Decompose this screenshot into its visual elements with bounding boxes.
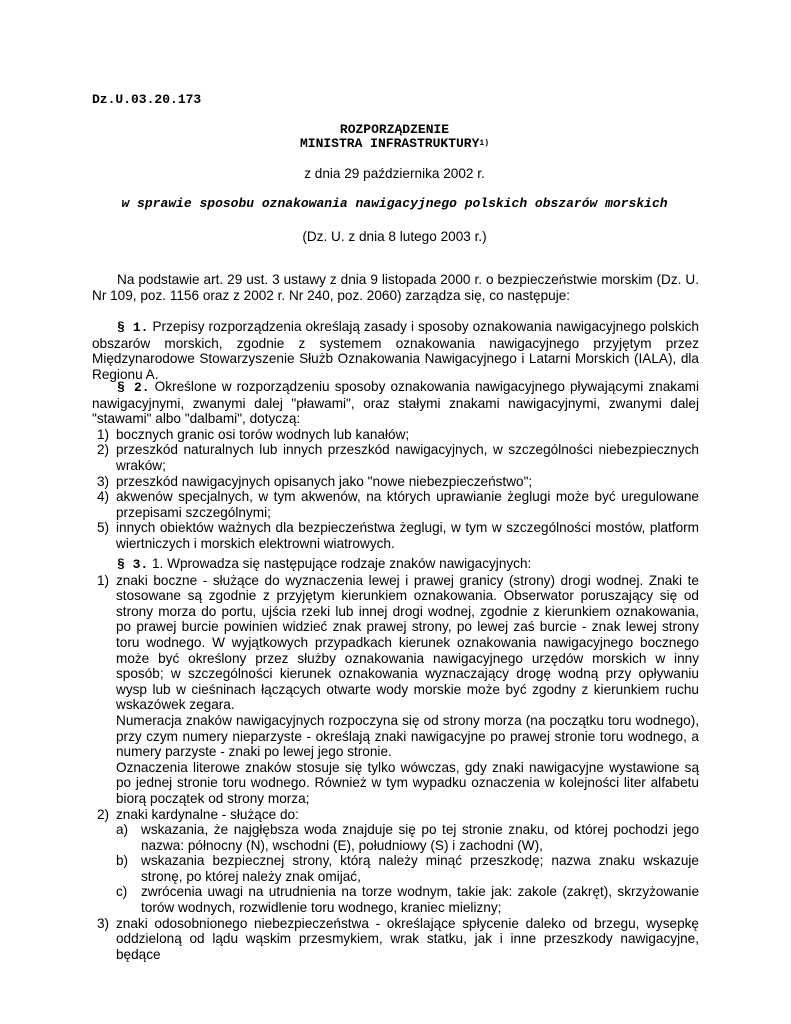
document-title-line1: ROZPORZĄDZENIE [339,122,450,137]
item-number: 3) [97,915,110,931]
subitem-letter: c) [116,884,128,900]
document-subject: w sprawie sposobu oznakowania nawigacyjnego polskich obszarów morskich [121,196,668,211]
section-2 [92,379,699,552]
item-text: bocznych granic osi torów wodnych lub kanałów; [116,426,410,442]
section-3-item-2-subitems [92,822,699,916]
section-2-item-3 [92,474,699,490]
section-3 [92,556,699,962]
section-3-item-3 [92,916,699,963]
section-2-paragraph [92,379,699,427]
item-number: 4) [97,489,110,505]
section-1-mark: § 1. [117,320,149,335]
section-3-item-1-letters: Oznaczenia literowe znaków stosuje się tylko wówczas, gdy znaki nawigacyjne wystawione są po jednej stronie toru wodnego. Również w tym wypadku oznaczenia w kolejności liter alfabetu biorą początek od strony morza; [116,759,699,806]
section-3-item-1 [92,573,699,713]
journal-reference: Dz.U.03.20.173 [92,92,202,107]
item-number: 3) [97,473,110,489]
section-1 [92,319,699,382]
section-2-mark: § 2. [117,380,150,395]
subitem-letter: b) [116,853,129,869]
section-2-item-2 [92,442,699,473]
item-text: znaki odosobnionego niebezpieczeństwa - określające spłycenie daleko od brzegu, wysepkę oddzieloną od lądu wąskim przesmykiem, wrak statku, jak i inne przeszkody nawigacyjne, będące [116,915,699,962]
subitem-text: zwrócenia uwagi na utrudnienia na torze wodnym, takie jak: zakole (zakręt), skrzyżowanie torów wodnych, rozwidlenie toru wodnego, kraniec mielizny; [141,884,699,916]
item-text: znaki boczne - służące do wyznaczenia lewej i prawej granicy (strony) drogi wodnej. Znaki te stosowane są zgodnie z przyjętym kierunkiem oznakowania. Obserwator poruszający się od strony morza do portu, ujścia rzeki lub innej drogi wodnej, zgodnie z kierunkiem oznakowania, po prawej burcie powinien widzieć znak prawej strony, po lewej zaś burcie - znak lewej strony toru wodnego. W wyjątkowych przypadkach kierunek oznakowania nawigacyjnego bocznego może być określony przez służby oznakowania nawigacyjnego urzędów morskich w inny sposób; w szczególności kierunek oznakowania wyznaczający drogę wodną przy opływaniu wysp lub w cieśninach łączących otwarte wody morskie może być zgodny z kierunkiem ruchu wskazówek zegara. [116,572,699,713]
item-number: 5) [97,520,110,536]
item-number: 1) [97,426,110,442]
subitem-letter: a) [116,822,129,838]
intro-text: Na podstawie art. 29 ust. 3 ustawy z dnia 9 listopada 2000 r. o bezpieczeństwie morskim (Dz. U. Nr 109, poz. 1156 oraz z 2002 r. Nr 240, poz. 2060) zarządza się, co następuje: [92,272,699,303]
section-1-text: Przepisy rozporządzenia określają zasady i sposoby oznakowania nawigacyjnego polskich obszarów morskich, zgodnie z systemem oznakowania nawigacyjnego przyjętym przez Międzynarodowe Stowarzyszenie Służb Oznakowania Nawigacyjnego i Latarni Morskich (IALA), dla Regionu A. [92,319,699,382]
publication-date: (Dz. U. z dnia 8 lutego 2003 r.) [302,229,487,244]
subitem-c [116,884,699,915]
item-number: 2) [97,442,110,458]
subitem-b [116,853,699,884]
document-date: z dnia 29 października 2002 r. [304,166,485,181]
section-3-paragraph [92,556,699,573]
section-2-item-4 [92,489,699,520]
item-number: 2) [97,806,110,822]
section-3-item-2 [92,807,699,823]
section-3-mark: § 3. [117,557,149,572]
footnote-mark[interactable]: 1) [479,139,490,148]
section-2-item-1 [92,427,699,443]
item-text: przeszkód nawigacyjnych opisanych jako "nowe niebezpieczeństwo"; [116,473,533,489]
document-title-line2-text: MINISTRA INFRASTRUKTURY [299,136,480,151]
subitem-text: wskazania, że najgłębsza woda znajduje się po tej stronie znaku, od której pochodzi jego nazwa: północny (N), wschodni (E), południowy (S) i zachodni (W), [141,822,699,853]
subitem-text: wskazania bezpiecznej strony, którą należy minąć przeszkodę; nazwa znaku wskazuje stronę, po której należy znak omijać, [141,853,699,884]
section-2-item-5 [92,520,699,551]
section-3-item-1-numbering: Numeracja znaków nawigacyjnych rozpoczyna się od strony morza (na początku toru wodnego), przy czym numery nieparzyste - określają znaki nawigacyjne po prawej stronie toru wodnego, a numery parzyste - znaki po lewej jego stronie. [116,712,699,760]
subitem-a [116,822,699,853]
section-2-text: Określone w rozporządzeniu sposoby oznakowania nawigacyjnego pływającymi znakami nawigacyjnymi, zwanymi dalej "pławami", oraz stałymi znakami nawigacyjnymi, zwanymi dalej "stawami" albo "dalbami", dotyczą: [92,379,699,427]
document-title-line2 [92,136,697,153]
section-3-text: 1. Wprowadza się następujące rodzaje znaków nawigacyjnych: [152,556,532,571]
section-1-paragraph [92,319,699,382]
item-text: innych obiektów ważnych dla bezpieczeństwa żeglugi, w tym w szczególności mostów, platform wiertniczych i morskich elektrowni wiatrowych. [116,520,699,551]
item-number: 1) [97,572,110,588]
item-text: przeszkód naturalnych lub innych przeszkód nawigacyjnych, w szczególności niebezpiecznych wraków; [116,442,699,473]
item-text: akwenów specjalnych, w tym akwenów, na których uprawianie żeglugi może być uregulowane przepisami szczególnymi; [116,489,699,520]
item-text: znaki kardynalne - służące do: [116,806,299,822]
intro-paragraph [92,272,699,303]
